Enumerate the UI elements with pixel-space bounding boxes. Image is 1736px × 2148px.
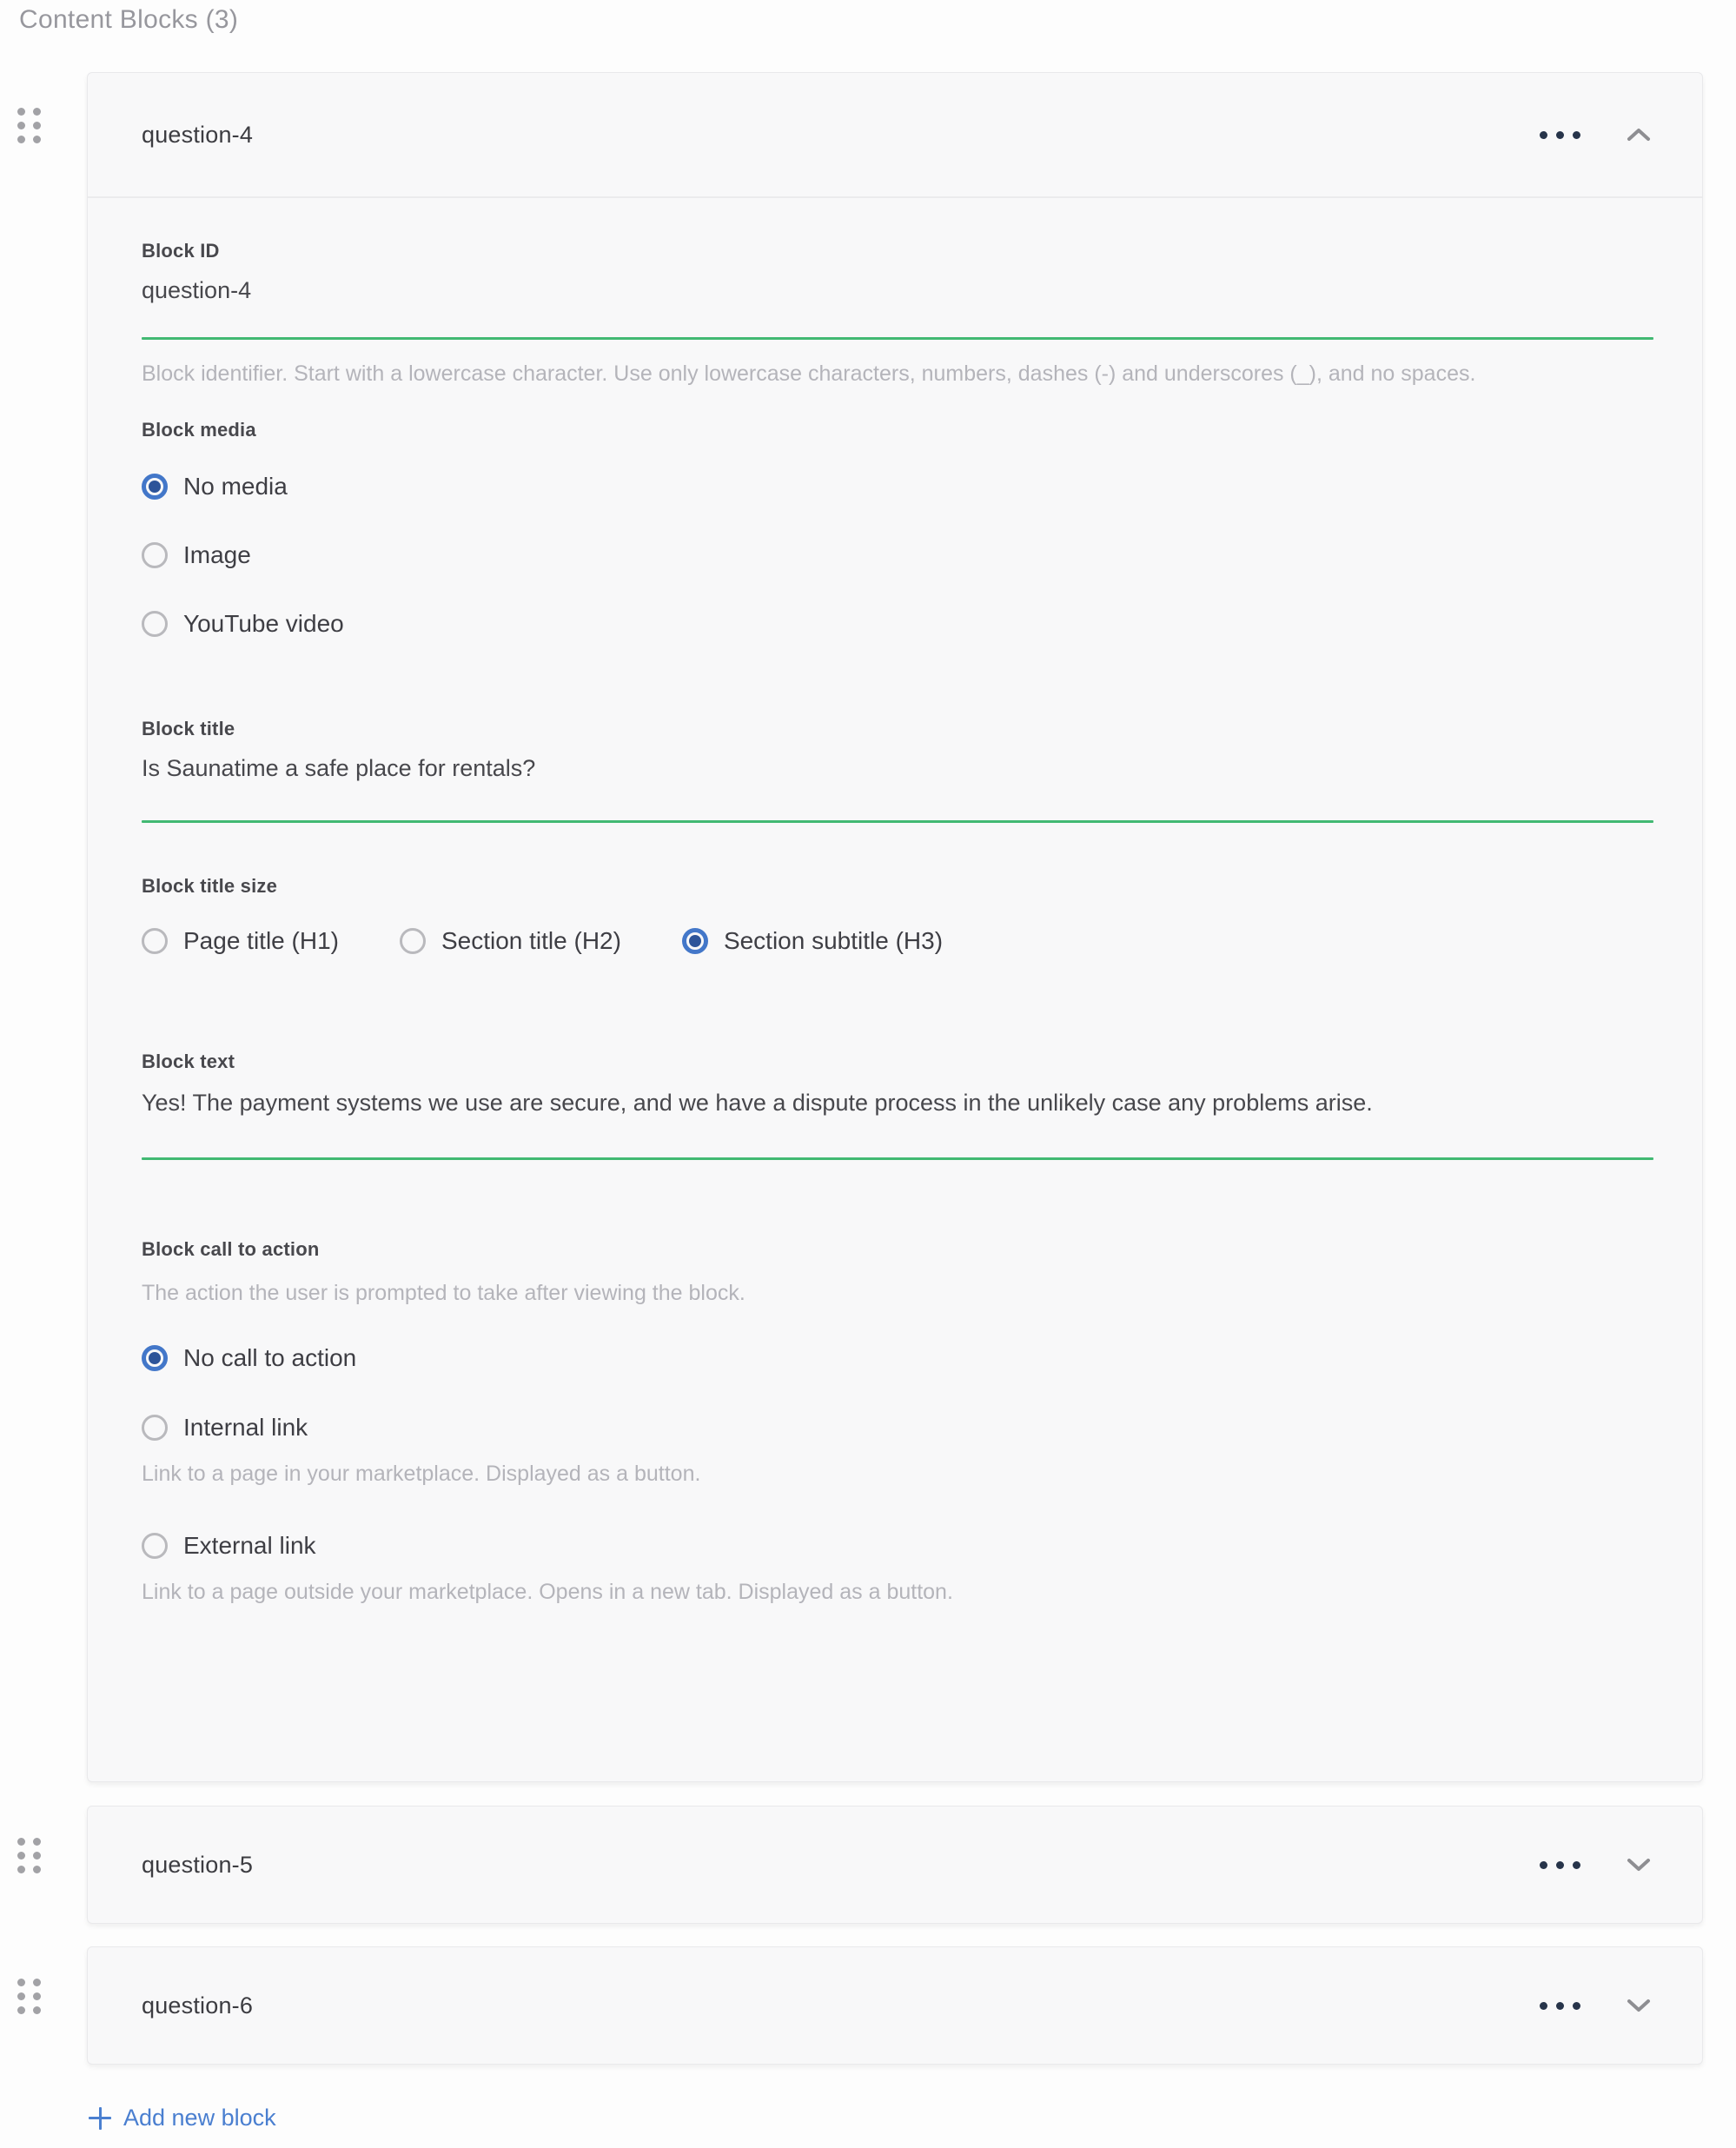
radio-icon [142, 1415, 168, 1441]
radio-page-title-h1[interactable] [142, 927, 339, 955]
block-card-title: question-6 [142, 1992, 254, 2019]
radio-label: Section title (H2) [441, 927, 621, 955]
plus-icon [89, 2107, 111, 2130]
block-card-header [88, 1807, 1702, 1923]
external-link-help: Link to a page outside your marketplace. Opens in a new tab. Displayed as a button. [142, 1580, 953, 1605]
ellipsis-menu-icon[interactable] [1538, 1997, 1582, 2015]
radio-icon [400, 928, 426, 954]
block-title-input[interactable]: Is Saunatime a safe place for rentals? [142, 754, 536, 781]
block-cta-help: The action the user is prompted to take after viewing the block. [142, 1280, 745, 1305]
block-text-label: Block text [142, 1051, 235, 1073]
radio-section-subtitle-h3[interactable] [682, 927, 943, 955]
block-id-input[interactable]: question-4 [142, 277, 252, 303]
block-id-help: Block identifier. Start with a lowercase character. Use only lowercase characters, numbers, dashes (-) and underscores (_), and no spaces. [142, 361, 1476, 387]
radio-icon [142, 928, 168, 954]
radio-icon [142, 611, 168, 637]
radio-no-media[interactable] [142, 473, 1653, 501]
input-underline [142, 337, 1653, 340]
chevron-down-icon[interactable] [1626, 1997, 1652, 2014]
chevron-down-icon[interactable] [1626, 1856, 1652, 1873]
ellipsis-menu-icon[interactable] [1538, 1856, 1582, 1874]
radio-external-link[interactable] [142, 1532, 1653, 1560]
chevron-up-icon[interactable] [1626, 126, 1652, 143]
radio-internal-link[interactable] [142, 1414, 1653, 1442]
radio-youtube-video[interactable] [142, 610, 1653, 638]
input-underline [142, 1157, 1653, 1160]
radio-label: Page title (H1) [183, 927, 339, 955]
radio-icon [142, 1533, 168, 1559]
drag-handle-icon[interactable] [17, 108, 41, 143]
block-card-body [88, 198, 1702, 1612]
drag-handle-icon[interactable] [17, 1979, 41, 2014]
radio-label: Section subtitle (H3) [723, 927, 944, 955]
page-title: Content Blocks (3) [19, 5, 239, 34]
block-text-input[interactable]: Yes! The payment systems we use are secure, and we have a dispute process in the unlikely case any problems arise. [142, 1090, 1373, 1117]
field-block-id [142, 240, 1653, 394]
block-media-label: Block media [142, 418, 256, 441]
block-title-label: Block title [142, 717, 235, 739]
radio-icon [142, 474, 168, 500]
block-title-size-label: Block title size [142, 875, 278, 898]
add-new-block-button[interactable] [89, 2105, 276, 2131]
field-block-call-to-action [142, 1238, 1653, 1613]
radio-section-title-h2[interactable] [400, 927, 621, 955]
content-block-card-question-6 [87, 1946, 1703, 2065]
radio-label: YouTube video [183, 609, 344, 637]
radio-icon [682, 928, 708, 954]
radio-label: Internal link [183, 1413, 308, 1441]
radio-label: No media [183, 472, 288, 500]
radio-icon [142, 542, 168, 568]
radio-icon [142, 1345, 168, 1371]
radio-image[interactable] [142, 541, 1653, 569]
ellipsis-menu-icon[interactable] [1538, 126, 1582, 144]
add-new-block-label: Add new block [123, 2105, 276, 2131]
drag-handle-icon[interactable] [17, 1838, 41, 1873]
field-block-title [142, 718, 1653, 823]
block-card-title: question-5 [142, 1851, 254, 1878]
radio-label: No call to action [183, 1343, 357, 1371]
content-block-card-question-5 [87, 1806, 1703, 1924]
field-block-title-size [142, 875, 1653, 955]
field-block-text [142, 1051, 1653, 1159]
block-card-header [88, 73, 1702, 198]
block-id-label: Block ID [142, 240, 220, 262]
block-cta-label: Block call to action [142, 1237, 320, 1260]
radio-no-call-to-action[interactable] [142, 1344, 1653, 1372]
block-card-title: question-4 [142, 121, 254, 148]
field-block-media [142, 419, 1653, 638]
radio-label: Image [183, 540, 251, 568]
radio-label: External link [183, 1532, 316, 1560]
content-block-card-question-4 [87, 72, 1703, 1782]
internal-link-help: Link to a page in your marketplace. Displayed as a button. [142, 1461, 701, 1486]
block-card-header [88, 1947, 1702, 2064]
input-underline [142, 820, 1653, 823]
